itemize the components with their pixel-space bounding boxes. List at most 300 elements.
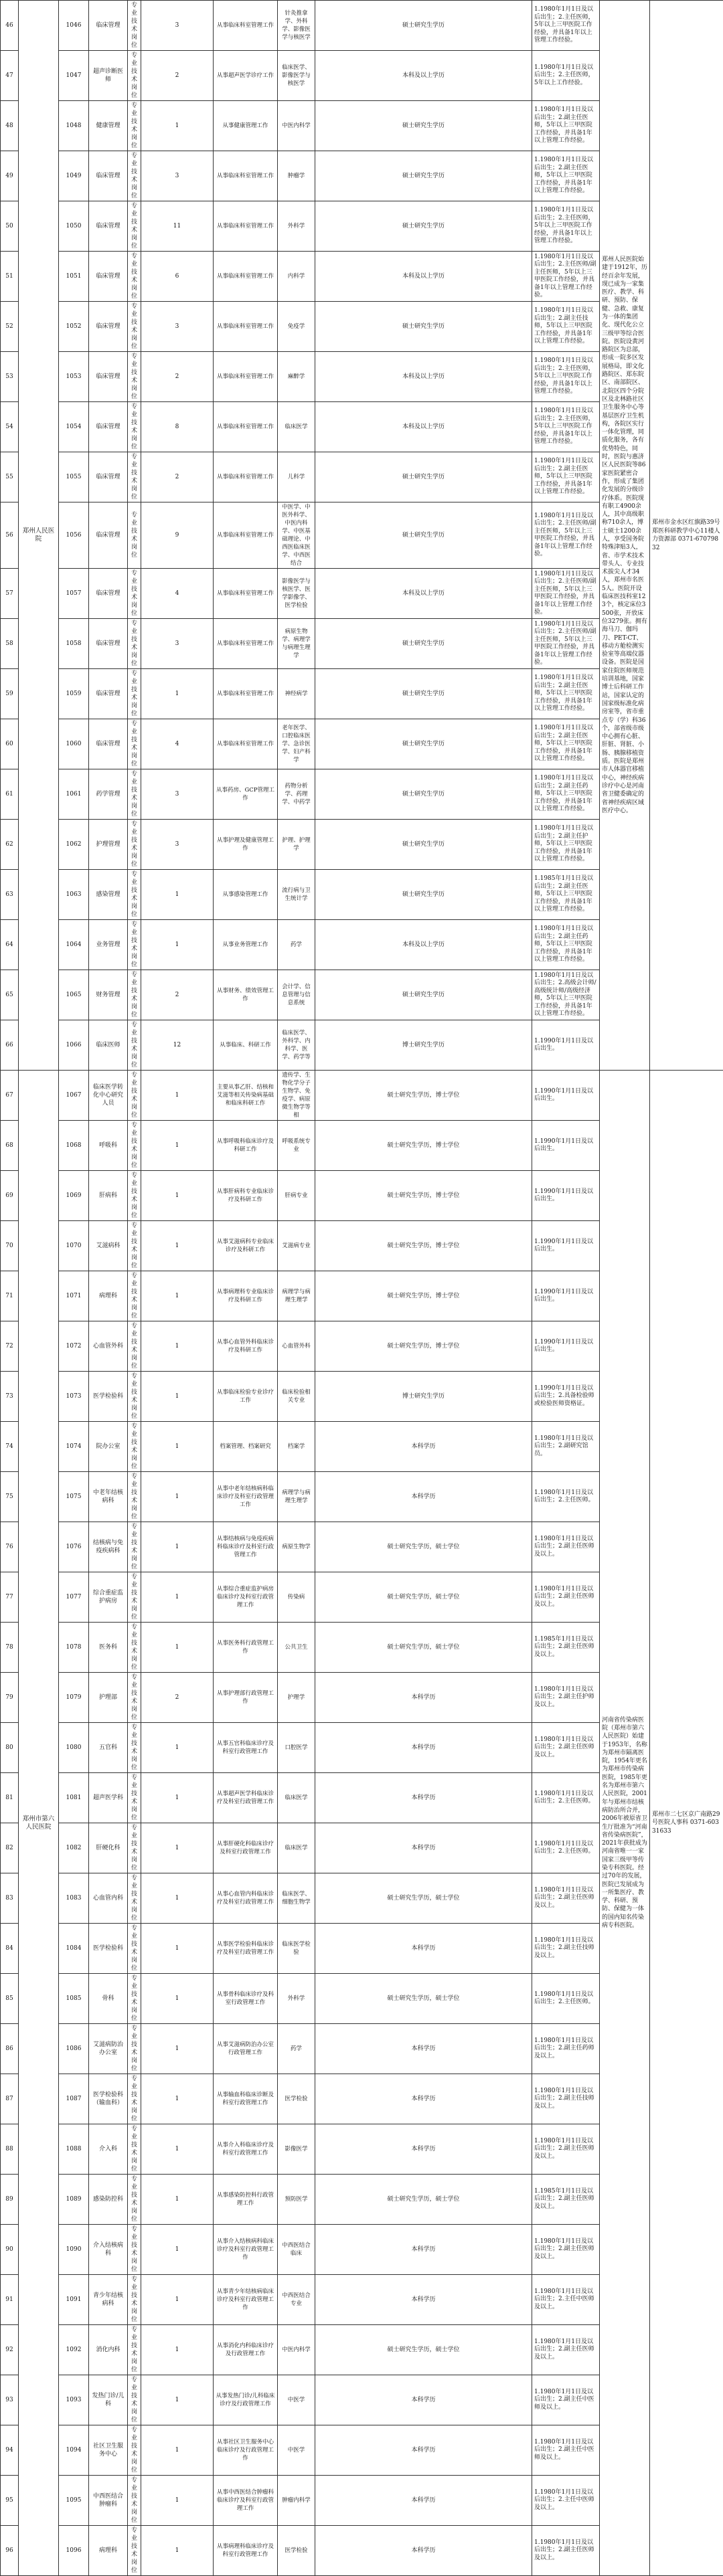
job-content: 从事发热门诊/儿科临床诊疗及行政管理工作 [214,2375,278,2425]
other-requirements: 1.1980年1月1日及以后出生；2.高级会计师/高级统计师/高级经济师，5年以上三甲医院工作经验，并具备1年以上管理工作经验。 [532,970,600,1020]
other-requirements: 1.1980年1月1日及以后出生；2.主任医师。 [532,1773,600,1823]
department: 临床管理 [89,502,128,569]
major-requirement: 临床医学 [278,1823,315,1873]
row-number: 46 [1,1,19,51]
department: 病理科 [89,2526,128,2576]
department: 临床管理 [89,452,128,502]
job-content: 从事艾滋病科专业临床诊疗及科研工作 [214,1221,278,1271]
other-requirements: 1.1980年1月1日及以后出生；2.副主任医师及以上。 [532,1572,600,1623]
job-content: 从事综合重症监护病房临床诊疗及科室行政管理工作 [214,1572,278,1623]
position-code: 1051 [59,252,89,302]
hiring-count: 1 [141,2175,214,2225]
hiring-count: 1 [141,920,214,970]
hiring-count: 1 [141,669,214,719]
department: 感染管理 [89,870,128,920]
other-requirements: 1.1980年1月1日及以后出生；2.副主任技师，5年以上三甲医院工作经验，并具备1年以上管理工作经验。 [532,302,600,352]
education-requirement: 硕士研究生学历 [315,151,532,201]
position-code: 1094 [59,2425,89,2476]
education-requirement: 本科学历 [315,2074,532,2124]
job-content: 从事临床科室管理工作 [214,1,278,51]
other-requirements: 1.1980年1月1日及以后出生；2.副主任医师，5年以上三甲医院工作经验，并具备1年以上管理工作经验。 [532,719,600,769]
hiring-count: 1 [141,1773,214,1823]
other-requirements: 1.1980年1月1日及以后出生；2.副主任医师，5年以上三甲医院工作经验，并具备1年以上管理工作经验。 [532,151,600,201]
position-type: 专业技术岗位 [128,719,141,769]
hiring-count: 1 [141,1572,214,1623]
hiring-count: 3 [141,151,214,201]
position-code: 1093 [59,2375,89,2425]
education-requirement: 硕士研究生学历 [315,1,532,51]
row-number: 54 [1,402,19,452]
education-requirement: 本科及以上学历 [315,920,532,970]
row-number: 73 [1,1372,19,1422]
job-content: 从事超声医学科临床诊疗及科室行政管理工作 [214,1773,278,1823]
hiring-count: 2 [141,51,214,101]
education-requirement: 博士研究生学历 [315,1020,532,1071]
hiring-count: 1 [141,1522,214,1572]
row-number: 71 [1,1271,19,1321]
position-type: 专业技术岗位 [128,1924,141,1974]
major-requirement: 中医学 [278,2375,315,2425]
hiring-count: 1 [141,2074,214,2124]
position-type: 专业技术岗位 [128,1372,141,1422]
other-requirements: 1.1980年1月1日及以后出生；2.副主任药师，5年以上三甲医院工作经验，并具备1年以上管理工作经验。 [532,769,600,820]
job-content: 从事药房、GCP管理工作 [214,769,278,820]
position-type: 专业技术岗位 [128,2375,141,2425]
job-content: 从事感染防控科行政管理工作 [214,2175,278,2225]
major-requirement: 儿科学 [278,452,315,502]
row-number: 64 [1,920,19,970]
job-content: 从事护理部行政管理工作 [214,1673,278,1723]
other-requirements: 1.1990年1月1日及以后出生。 [532,1221,600,1271]
education-requirement: 硕士研究生学历，硕士学位 [315,1873,532,1924]
hiring-count: 1 [141,2425,214,2476]
position-type: 专业技术岗位 [128,1623,141,1673]
hiring-count: 1 [141,1121,214,1171]
position-code: 1069 [59,1171,89,1221]
other-requirements: 1.1990年1月1日及以后出生。 [532,1071,600,1121]
other-requirements: 1.1980年1月1日及以后出生；2.副主任药师及以上。 [532,2024,600,2074]
position-code: 1053 [59,352,89,402]
education-requirement: 硕士研究生学历 [315,669,532,719]
department: 财务管理 [89,970,128,1020]
major-requirement: 遗传学、生物化学分子生物学、免疫学、病原微生物学等相 [278,1071,315,1121]
major-requirement: 心血管外科 [278,1321,315,1372]
position-code: 1077 [59,1572,89,1623]
position-code: 1072 [59,1321,89,1372]
education-requirement: 本科学历 [315,2375,532,2425]
education-requirement: 博士研究生学历 [315,1372,532,1422]
position-type: 专业技术岗位 [128,1221,141,1271]
department: 医学检验科 [89,1924,128,1974]
other-requirements: 1.1980年1月1日及以后出生；2.主任医师。 [532,1472,600,1522]
other-requirements: 1.1980年1月1日及以后出生；2.副主任技师及以上。 [532,2074,600,2124]
contact-info: 郑州市二七区京广南路29号医院人事科 0371-60331633 [650,1071,723,2576]
education-requirement: 硕士研究生学历，博士学位 [315,1221,532,1271]
other-requirements: 1.1990年1月1日及以后出生；2.具备检验师或检验医师资格证。 [532,1372,600,1422]
education-requirement: 本科及以上学历 [315,252,532,302]
major-requirement: 呼吸系统专业 [278,1121,315,1171]
hiring-count: 1 [141,1472,214,1522]
major-requirement: 临床医学、细胞生物学 [278,1873,315,1924]
education-requirement: 硕士研究生学历 [315,870,532,920]
other-requirements: 1.1980年1月1日及以后出生；2.主任医师/副主任医师，5年以上三甲医院工作经验，并具备1年以上管理工作经验。 [532,252,600,302]
other-requirements: 1.1980年1月1日及以后出生；2.副主任技师及以上。 [532,1924,600,1974]
position-type: 专业技术岗位 [128,870,141,920]
row-number: 48 [1,101,19,151]
department: 结核病与免疫疾病科 [89,1522,128,1572]
major-requirement: 临床医学 [278,402,315,452]
major-requirement: 药学 [278,920,315,970]
major-requirement: 中医内科学 [278,101,315,151]
row-number: 60 [1,719,19,769]
other-requirements: 1.1990年1月1日及以后出生。 [532,1020,600,1071]
position-code: 1059 [59,669,89,719]
job-content: 从事超声医学诊疗工作 [214,51,278,101]
department: 医务科 [89,1623,128,1673]
position-code: 1089 [59,2175,89,2225]
position-code: 1062 [59,820,89,870]
position-type: 专业技术岗位 [128,1472,141,1522]
table-row [1,1,723,51]
job-content: 主要从事乙肝、结核和艾滋等相关传染病基础和临床科研工作 [214,1071,278,1121]
education-requirement: 本科学历 [315,1773,532,1823]
position-type: 专业技术岗位 [128,2124,141,2175]
hiring-count: 1 [141,2375,214,2425]
position-type: 专业技术岗位 [128,2024,141,2074]
other-requirements: 1.1985年1月1日及以后出生；2.副主任医师及以上。 [532,2175,600,2225]
other-requirements: 1.1980年1月1日及以后出生；2.主任医师，5年以上三甲医院工作经验，并具备1年以上管理工作经验。 [532,201,600,252]
education-requirement: 硕士研究生学历，硕士学位 [315,1522,532,1572]
other-requirements: 1.1985年1月1日及以后出生；2.副主任医师及以上。 [532,1623,600,1673]
major-requirement: 病原生物学 [278,1522,315,1572]
hiring-count: 1 [141,2225,214,2275]
hiring-count: 1 [141,1623,214,1673]
job-content: 从事中西医结合肿瘤科临床诊疗及科室行政管理工作 [214,2476,278,2526]
department: 超声医学科 [89,1773,128,1823]
job-content: 从事临床科室管理工作 [214,619,278,669]
row-number: 52 [1,302,19,352]
row-number: 75 [1,1472,19,1522]
position-code: 1091 [59,2275,89,2325]
job-content: 从事医学检验科临床诊疗及科室行政管理工作 [214,1924,278,1974]
hiring-count: 2 [141,452,214,502]
other-requirements: 1.1980年1月1日及以后出生；2.副主任医师及以上。 [532,2526,600,2576]
education-requirement: 本科及以上学历 [315,569,532,619]
other-requirements: 1.1980年1月1日及以后出生；2.副主任护师，5年以上三甲医院工作经验，并具备1年以上管理工作经验。 [532,820,600,870]
position-type: 专业技术岗位 [128,1974,141,2024]
row-number: 81 [1,1773,19,1823]
position-code: 1054 [59,402,89,452]
major-requirement: 药物分析学、药理学、中药学 [278,769,315,820]
job-content: 从事感染管理工作 [214,870,278,920]
hiring-count: 4 [141,569,214,619]
other-requirements: 1.1990年1月1日及以后出生。 [532,1321,600,1372]
department: 护理部 [89,1673,128,1723]
position-code: 1083 [59,1873,89,1924]
department: 呼吸科 [89,1121,128,1171]
position-code: 1065 [59,970,89,1020]
other-requirements: 1.1980年1月1日及以后出生；2.主任医师/副主任医师，5年以上三甲医院工作经验，并具备1年以上管理工作经验。 [532,569,600,619]
department: 临床管理 [89,201,128,252]
row-number: 77 [1,1572,19,1623]
hiring-count: 3 [141,769,214,820]
row-number: 49 [1,151,19,201]
position-type: 专业技术岗位 [128,2175,141,2225]
position-code: 1085 [59,1974,89,2024]
position-code: 1092 [59,2325,89,2375]
row-number: 70 [1,1221,19,1271]
hiring-count: 1 [141,870,214,920]
department: 医学检验科 [89,1372,128,1422]
hiring-count: 1 [141,1823,214,1873]
hiring-count: 12 [141,1020,214,1071]
department: 临床管理 [89,352,128,402]
other-requirements: 1.1980年1月1日及以后出生；2.副主任医师及以上。 [532,1873,600,1924]
job-content: 档案管理、档案研究 [214,1422,278,1472]
position-type: 专业技术岗位 [128,1723,141,1773]
contact-info: 郑州市金水区红旗路39号郑医科研教学中心11楼人力资源部 0371-67079832 [650,1,723,1071]
position-type: 专业技术岗位 [128,1422,141,1472]
other-requirements: 1.1980年1月1日及以后出生；2.副主任医师及以上。 [532,1522,600,1572]
position-code: 1070 [59,1221,89,1271]
position-code: 1090 [59,2225,89,2275]
job-content: 从事骨科临床诊疗及科室行政管理工作 [214,1974,278,2024]
job-content: 从事医务科行政管理工作 [214,1623,278,1673]
position-type: 专业技术岗位 [128,1522,141,1572]
position-type: 专业技术岗位 [128,151,141,201]
major-requirement: 病原生物学、病理学与病理生理学 [278,619,315,669]
department: 临床管理 [89,151,128,201]
position-type: 专业技术岗位 [128,970,141,1020]
position-code: 1061 [59,769,89,820]
education-requirement: 硕士研究生学历 [315,502,532,569]
position-code: 1048 [59,101,89,151]
job-content: 从事健康管理工作 [214,101,278,151]
department: 临床管理 [89,569,128,619]
other-requirements: 1.1980年1月1日及以后出生；2.副主任医师及以上。 [532,2225,600,2275]
department: 临床管理 [89,1,128,51]
department: 心血管外科 [89,1321,128,1372]
education-requirement: 硕士研究生学历 [315,719,532,769]
hiring-count: 1 [141,1974,214,2024]
department: 院办公室 [89,1422,128,1472]
other-requirements: 1.1980年1月1日及以后出生；2.主任医师，5年以上三甲医院工作经验，并具备1年以上管理工作经验。 [532,1,600,51]
major-requirement: 传染病 [278,1572,315,1623]
position-type: 专业技术岗位 [128,1020,141,1071]
major-requirement: 临床医学、影像医学与核医学 [278,51,315,101]
other-requirements: 1.1980年1月1日及以后出生；2.副主任中医师及以上。 [532,2425,600,2476]
education-requirement: 本科学历 [315,2425,532,2476]
position-type: 专业技术岗位 [128,1572,141,1623]
other-requirements: 1.1980年1月1日及以后出生；2.主任医师，5年以上工作经验。 [532,51,600,101]
position-code: 1084 [59,1924,89,1974]
other-requirements: 1.1980年1月1日及以后出生；2.主任医师。 [532,1974,600,2024]
job-content: 从事心血管内科临床诊疗及科室行政管理工作 [214,1873,278,1924]
job-content: 从事临床科室管理工作 [214,669,278,719]
major-requirement: 影像医学 [278,2124,315,2175]
education-requirement: 硕士研究生学历，硕士学位 [315,1974,532,2024]
other-requirements: 1.1980年1月1日及以后出生；2.副主任医师及以上。 [532,2124,600,2175]
position-type: 专业技术岗位 [128,1773,141,1823]
row-number: 66 [1,1020,19,1071]
row-number: 58 [1,619,19,669]
position-type: 专业技术岗位 [128,252,141,302]
job-content: 从事呼吸科临床诊疗及科研工作 [214,1121,278,1171]
position-type: 专业技术岗位 [128,820,141,870]
row-number: 88 [1,2124,19,2175]
job-content: 从事中老年结核病科临床诊疗及科室行政管理工作 [214,1472,278,1522]
position-type: 专业技术岗位 [128,1823,141,1873]
position-code: 1052 [59,302,89,352]
row-number: 96 [1,2526,19,2576]
row-number: 91 [1,2275,19,2325]
education-requirement: 本科学历 [315,2526,532,2576]
education-requirement: 硕士研究生学历，硕士学位 [315,2175,532,2225]
other-requirements: 1.1990年1月1日及以后出生。 [532,1121,600,1171]
job-content: 从事护理及健康管理工作 [214,820,278,870]
major-requirement: 肿瘤学 [278,151,315,201]
position-type: 专业技术岗位 [128,51,141,101]
row-number: 78 [1,1623,19,1673]
other-requirements: 1.1980年1月1日及以后出生；2.主任医师/副主任医师，5年以上三甲医院工作经验，并具备1年以上管理工作经验。 [532,502,600,569]
department: 介入结核病科 [89,2225,128,2275]
major-requirement: 内科学 [278,252,315,302]
job-content: 从事临床科室管理工作 [214,252,278,302]
education-requirement: 硕士研究生学历 [315,619,532,669]
row-number: 95 [1,2476,19,2526]
job-content: 从事五官科临床诊疗及科室行政管理工作 [214,1723,278,1773]
education-requirement: 本科学历 [315,1673,532,1723]
other-requirements: 1.1980年1月1日及以后出生；2.主任医师。 [532,1823,600,1873]
job-content: 从事社区卫生服务中心临床诊疗及行政管理工作 [214,2425,278,2476]
job-content: 从事心血管外科临床诊疗及科研工作 [214,1321,278,1372]
department: 医学检验科（输血科） [89,2074,128,2124]
position-type: 专业技术岗位 [128,2425,141,2476]
other-requirements: 1.1980年1月1日及以后出生；2.副主任药师，5年以上三甲医院工作经验，并具备1年以上管理工作经验。 [532,920,600,970]
job-content: 从事肝硬化科临床诊疗及科室行政管理工作 [214,1823,278,1873]
position-code: 1087 [59,2074,89,2124]
position-code: 1056 [59,502,89,569]
major-requirement: 影像医学与核医学、医学影像学、医学检验 [278,569,315,619]
position-code: 1081 [59,1773,89,1823]
position-type: 专业技术岗位 [128,101,141,151]
department: 发热门诊/儿科 [89,2375,128,2425]
row-number: 61 [1,769,19,820]
job-content: 从事财务、绩效管理工作 [214,970,278,1020]
major-requirement: 护理、护理学 [278,820,315,870]
hiring-count: 9 [141,502,214,569]
job-content: 从事青少年结核病临床诊疗及科室行政管理工作 [214,2275,278,2325]
position-code: 1079 [59,1673,89,1723]
education-requirement: 本科及以上学历 [315,402,532,452]
hiring-count: 1 [141,2325,214,2375]
major-requirement: 中医学 [278,2425,315,2476]
row-number: 50 [1,201,19,252]
position-type: 专业技术岗位 [128,1,141,51]
row-number: 79 [1,1673,19,1723]
position-code: 1057 [59,569,89,619]
position-type: 专业技术岗位 [128,569,141,619]
row-number: 68 [1,1121,19,1171]
hiring-count: 1 [141,1271,214,1321]
job-content: 从事输血科临床诊断及科室行政管理工作 [214,2074,278,2124]
department: 健康管理 [89,101,128,151]
department: 综合重症监护病房 [89,1572,128,1623]
job-content: 从事病理科临床诊疗及科室行政管理工作 [214,2526,278,2576]
department: 五官科 [89,1723,128,1773]
department: 临床管理 [89,402,128,452]
department: 临床管理 [89,719,128,769]
row-number: 90 [1,2225,19,2275]
row-number: 92 [1,2325,19,2375]
row-number: 57 [1,569,19,619]
unit-introduction: 郑州人民医院始建于1912年，历经百余年发展，现已成为一家集医疗、教学、科研、预防、保健、急救、康复为一体的集团化、现代化公立三级甲等综合医院。医院设黄河路院区为总部，形成一院多区发展格局，即文化路院区、郑东院区、南部院区、北院区四个分院区及北林路社区卫生服务中心等基层医疗卫生机构，各院区实行一体化管理，同质化服务，各有优势特色，同时，医院与惠济区人民医院等86家医院紧密合作，形成了集团化发展的分级诊疗体系。医院现有职工4900余人，其中高级职称710余人，博士硕士1200余人，享受国务院特殊津贴3人，省、市学术技术带头人、专业技术拔尖人才34人，郑州市名医5人。医院开设临床医技科室123个，核定床位3500张，开放床位3279张。拥有海马刀、伽玛刀、PET-CT、移动方舱检测实验室等高端仪器设备。医院是国家住院医师规范培训基地，国家博士后科研工作站，国家认定的国家级标准化病房室等，省市重点专（学）科36个，部省级市级中心拥有心脏、肝脏、肾脏、小肠、胰腺移植资质。医院是郑州市人体器官移植中心，神经疾病诊疗中心是河南省卫健委确定的省神经疾病区域医疗中心。 [600,1,650,1071]
department: 临床医学转化中心研究人员 [89,1071,128,1121]
position-code: 1080 [59,1723,89,1773]
major-requirement: 艾滋病专业 [278,1221,315,1271]
department: 消化内科 [89,2325,128,2375]
position-type: 专业技术岗位 [128,1121,141,1171]
position-type: 专业技术岗位 [128,201,141,252]
row-number: 47 [1,51,19,101]
row-number: 93 [1,2375,19,2425]
education-requirement: 本科学历 [315,2225,532,2275]
position-code: 1095 [59,2476,89,2526]
job-content: 从事介入结核病科临床诊疗及科室行政管理工作 [214,2225,278,2275]
hiring-count: 3 [141,619,214,669]
table-row [1,1071,723,1121]
row-number: 72 [1,1321,19,1372]
education-requirement: 硕士研究生学历，硕士学位 [315,1623,532,1673]
unit-introduction: 河南省传染病医院（郑州市第六人民医院）始建于1953年，名称为郑州市隔离医院，1954年更名为郑州市传染病医院，1985年更名为郑州市第六人民医院，2001年与郑州市结核病防治所合并，2006年被原省卫生厅批准为“河南省传染病医院”，2021年获批成为河南省唯一一家国家三级甲等传染专科医院。经过70年的发展，医院已发展成为一所集医疗、教学、科研、预防、保健为一体的国内知名传染病专科医院。 [600,1071,650,2576]
position-code: 1046 [59,1,89,51]
hiring-count: 1 [141,101,214,151]
position-code: 1066 [59,1020,89,1071]
major-requirement: 病理学与病理生理学 [278,1472,315,1522]
education-requirement: 硕士研究生学历，博士学位 [315,1121,532,1171]
hiring-count: 1 [141,1723,214,1773]
department: 心血管内科 [89,1873,128,1924]
row-number: 56 [1,502,19,569]
major-requirement: 临床医学、外科学、内科学、医学、药学等 [278,1020,315,1071]
department: 临床管理 [89,669,128,719]
job-content: 从事临床科室管理工作 [214,502,278,569]
position-code: 1078 [59,1623,89,1673]
education-requirement: 本科学历 [315,2124,532,2175]
row-number: 94 [1,2425,19,2476]
education-requirement: 硕士研究生学历，硕士学位 [315,1572,532,1623]
hiring-count: 1 [141,2526,214,2576]
position-code: 1096 [59,2526,89,2576]
department: 临床管理 [89,252,128,302]
hiring-count: 2 [141,352,214,402]
major-requirement: 中医学、中医外科学、中医内科学、中医基础理论、中西医临床医学、中西医结合 [278,502,315,569]
position-type: 专业技术岗位 [128,619,141,669]
position-code: 1058 [59,619,89,669]
position-code: 1088 [59,2124,89,2175]
hiring-count: 3 [141,302,214,352]
education-requirement: 硕士研究生学历 [315,302,532,352]
row-number: 53 [1,352,19,402]
hiring-count: 2 [141,1673,214,1723]
row-number: 80 [1,1723,19,1773]
hiring-count: 1 [141,2124,214,2175]
row-number: 76 [1,1522,19,1572]
major-requirement: 中西医结合专业 [278,2275,315,2325]
job-content: 从事临床科室管理工作 [214,201,278,252]
major-requirement: 护理学 [278,1673,315,1723]
education-requirement: 硕士研究生学历，博士学位 [315,1171,532,1221]
